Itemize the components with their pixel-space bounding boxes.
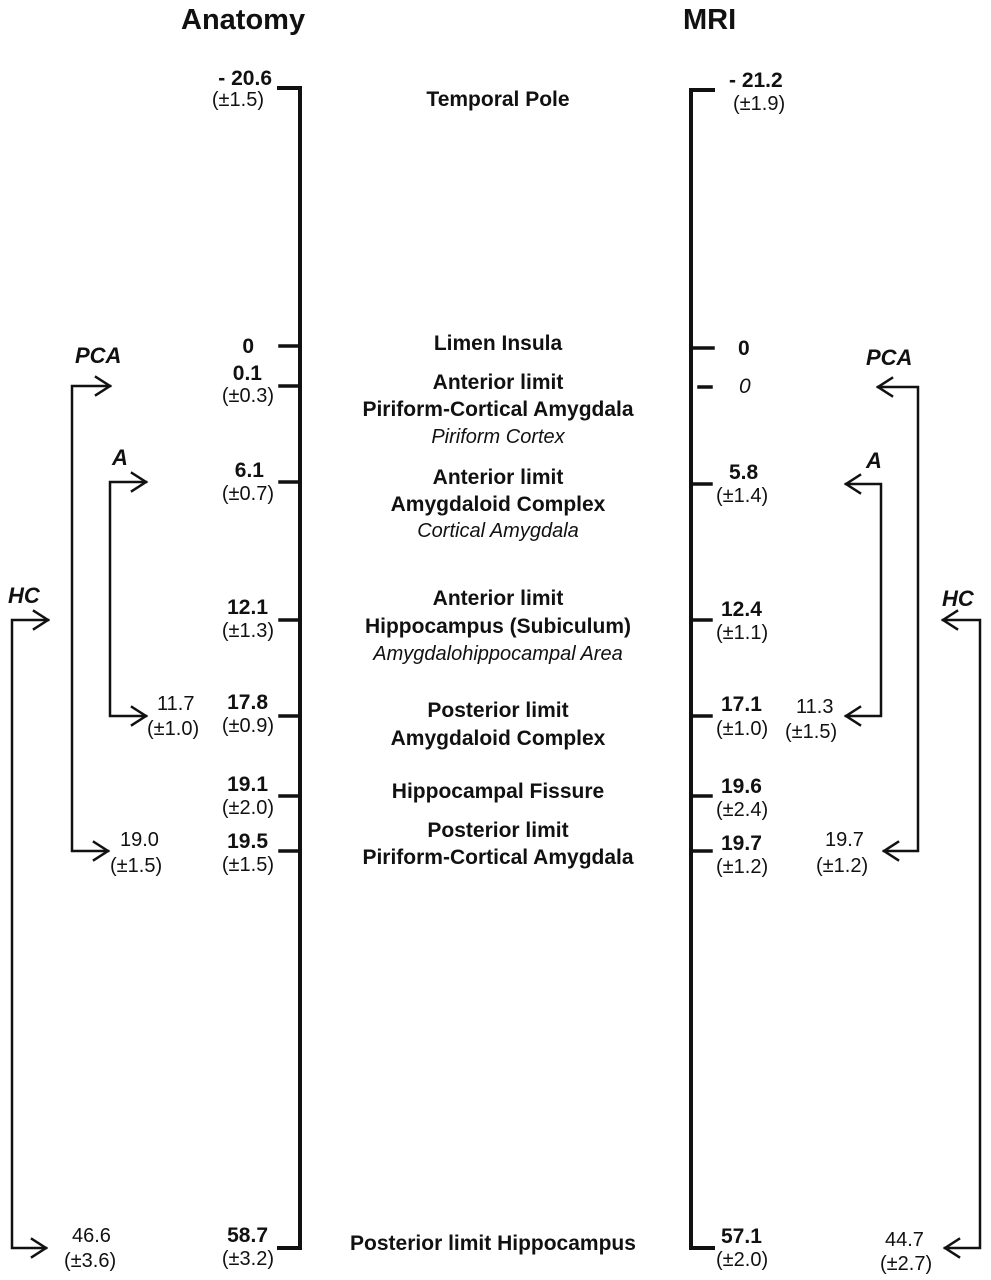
anatomy-sd: (±1.5)	[221, 854, 274, 876]
landmark-sublabel: Cortical Amygdala	[417, 520, 579, 542]
landmark-label: Anterior limit	[432, 371, 564, 394]
mri-value: 0	[738, 337, 750, 360]
anatomy-pca-sd: (±1.5)	[110, 855, 163, 877]
mri-value: 19.7	[721, 832, 762, 855]
mri-value: 5.8	[729, 461, 759, 484]
landmark-sublabel: Amygdalohippocampal Area	[373, 643, 623, 665]
mri-a-bracket	[846, 484, 881, 716]
mri-hc-sd: (±2.7)	[880, 1253, 933, 1275]
mri-header: MRI	[683, 4, 737, 36]
landmark-label: Posterior limit	[427, 699, 569, 722]
mri-sd: (±1.9)	[733, 93, 786, 115]
landmark-label: Posterior limit Hippocampus	[350, 1232, 636, 1255]
mri-hc-length: 44.7	[885, 1229, 924, 1251]
anatomy-a-tag: A	[112, 445, 128, 470]
anatomy-pca-bracket	[72, 386, 110, 851]
anatomy-hc-tag: HC	[8, 583, 40, 608]
anatomy-pca-length: 19.0	[120, 829, 159, 851]
mri-pca-sd: (±1.2)	[816, 855, 869, 877]
anatomy-sd: (±1.5)	[211, 89, 264, 111]
landmark-label: Anterior limit	[432, 466, 564, 489]
anatomy-pca-tag: PCA	[75, 343, 122, 368]
mri-a-length: 11.3	[796, 696, 834, 718]
mri-hc-tag: HC	[942, 586, 974, 611]
mri-value: 17.1	[721, 693, 762, 716]
landmark-label: Piriform-Cortical Amygdala	[362, 398, 634, 421]
anatomy-hc-sd: (±3.6)	[64, 1250, 117, 1272]
anatomy-a-sd: (±1.0)	[147, 718, 200, 740]
anatomy-a-bracket	[110, 482, 146, 716]
landmark-label: Anterior limit	[432, 587, 564, 610]
mri-hc-bracket	[943, 620, 980, 1248]
landmark-label: Posterior limit	[427, 819, 569, 842]
mri-value: 0	[739, 375, 751, 398]
anatomy-value: 19.5	[227, 830, 268, 853]
anatomy-sd: (±3.2)	[221, 1248, 274, 1270]
mri-sd: (±1.2)	[716, 856, 769, 878]
mri-a-sd: (±1.5)	[785, 721, 838, 743]
mri-sd: (±1.4)	[716, 485, 769, 507]
landmark-label: Amygdaloid Complex	[390, 727, 606, 750]
anatomy-sd: (±0.3)	[221, 385, 274, 407]
mri-value: 12.4	[721, 598, 762, 621]
anatomy-value: 19.1	[227, 773, 268, 796]
landmark-label: Hippocampus (Subiculum)	[364, 615, 631, 638]
landmark-label: Piriform-Cortical Amygdala	[362, 846, 634, 869]
landmark-sublabel: Piriform Cortex	[431, 426, 565, 448]
anatomy-axis	[279, 88, 300, 1248]
anatomy-value: 12.1	[227, 596, 268, 619]
mri-pca-length: 19.7	[825, 829, 864, 851]
mri-ticks	[691, 348, 713, 851]
mri-sd: (±2.0)	[716, 1249, 769, 1271]
mri-value: 57.1	[721, 1225, 762, 1248]
landmark-label: Hippocampal Fissure	[391, 780, 605, 803]
mri-axis	[691, 90, 713, 1248]
mri-a-tag: A	[866, 448, 882, 473]
mri-pca-bracket	[878, 387, 918, 851]
anatomy-value: - 20.6	[218, 67, 272, 90]
anatomy-ticks	[280, 346, 300, 851]
mri-sd: (±1.1)	[716, 622, 769, 644]
anatomy-sd: (±2.0)	[221, 797, 274, 819]
mri-pca-tag: PCA	[866, 345, 913, 370]
mri-sd: (±1.0)	[716, 718, 769, 740]
landmark-label: Temporal Pole	[426, 88, 570, 111]
anatomy-value: 0.1	[232, 362, 262, 385]
anatomy-value: 58.7	[227, 1224, 268, 1247]
anatomy-value: 0	[242, 335, 254, 358]
anatomy-sd: (±0.7)	[221, 483, 274, 505]
anatomy-header: Anatomy	[181, 4, 306, 36]
anatomy-sd: (±1.3)	[221, 620, 274, 642]
anatomy-sd: (±0.9)	[221, 715, 274, 737]
anatomy-value: 17.8	[227, 691, 268, 714]
anatomy-a-length: 11.7	[157, 693, 195, 715]
anatomy-value: 6.1	[234, 459, 264, 482]
landmark-label: Limen Insula	[433, 332, 563, 355]
mri-value: - 21.2	[729, 69, 783, 92]
landmark-label: Amygdaloid Complex	[390, 493, 606, 516]
anatomy-hc-length: 46.6	[72, 1225, 111, 1247]
anatomy-hc-bracket	[12, 620, 48, 1248]
mri-value: 19.6	[721, 775, 762, 798]
mri-sd: (±2.4)	[716, 799, 769, 821]
